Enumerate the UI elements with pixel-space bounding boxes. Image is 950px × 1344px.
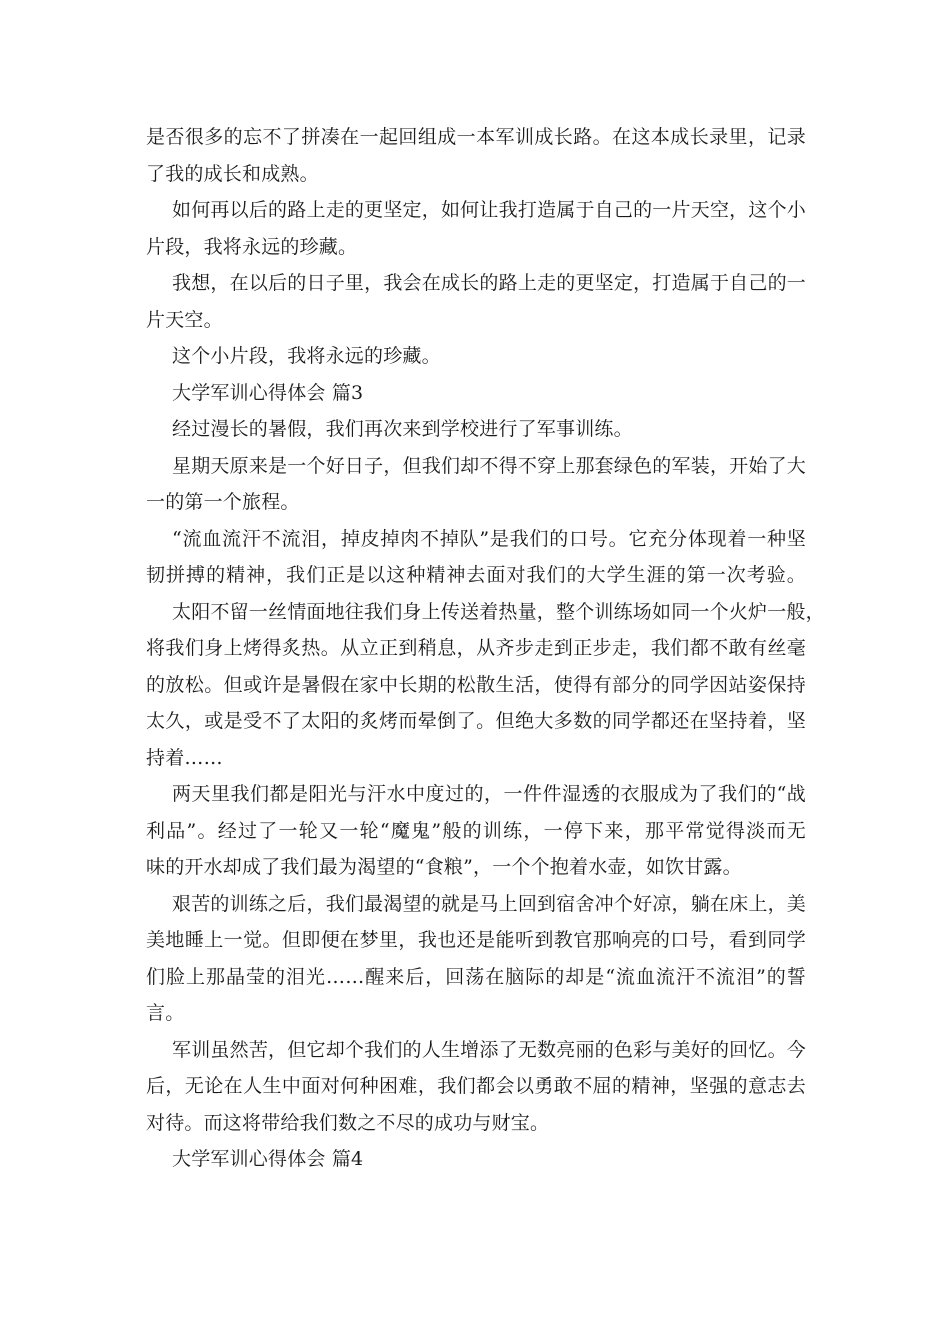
text-line: 大学军训心得体会 篇4 xyxy=(172,1148,364,1170)
document-page xyxy=(146,119,825,1178)
text-line: 两天里我们都是阳光与汗水中度过的，一件件湿透的衣服成为了我们的“战 xyxy=(172,783,806,805)
text-line: 言。 xyxy=(146,1002,185,1024)
text-line: 了我的成长和成熟。 xyxy=(146,162,319,185)
text-line: 军训虽然苦，但它却个我们的人生增添了无数亮丽的色彩与美好的回忆。今 xyxy=(172,1038,806,1061)
text-line: 一的第一个旅程。 xyxy=(146,491,300,513)
text-line: 太阳不留一丝情面地往我们身上传送着热量，整个训练场如同一个火炉一般， xyxy=(172,600,825,623)
text-line: 对待。而这将带给我们数之不尽的成功与财宝。 xyxy=(146,1111,550,1134)
text-line: 美地睡上一觉。但即便在梦里，我也还是能听到教官那响亮的口号，看到同学 xyxy=(146,929,806,951)
text-line: 后，无论在人生中面对何种困难，我们都会以勇敢不屈的精神，坚强的意志去 xyxy=(146,1075,806,1097)
text-line: 片天空。 xyxy=(146,308,223,331)
text-line: 太久，或是受不了太阳的炙烤而晕倒了。但绝大多数的同学都还在坚持着，坚 xyxy=(146,710,806,732)
text-line: 经过漫长的暑假，我们再次来到学校进行了军事训练。 xyxy=(172,418,633,440)
text-line: 星期天原来是一个好日子，但我们却不得不穿上那套绿色的军装，开始了大 xyxy=(172,454,806,477)
text-line: 持着…… xyxy=(146,746,223,769)
text-line: 将我们身上烤得炙热。从立正到稍息，从齐步走到正步走，我们都不敢有丝毫 xyxy=(146,637,806,659)
text-line: 这个小片段，我将永远的珍藏。 xyxy=(172,345,441,367)
text-line: “流血流汗不流泪，掉皮掉肉不掉队”是我们的口号。它充分体现着一种坚 xyxy=(172,527,806,550)
text-line: 艰苦的训练之后，我们最渴望的就是马上回到宿舍冲个好凉，躺在床上，美 xyxy=(172,892,806,915)
text-line: 我想，在以后的日子里，我会在成长的路上走的更坚定，打造属于自己的一 xyxy=(172,272,806,294)
text-line: 味的开水却成了我们最为渴望的“食粮”，一个个抱着水壶，如饮甘露。 xyxy=(146,856,742,878)
text-line: 是否很多的忘不了拼凑在一起回组成一本军训成长路。在这本成长录里，记录 xyxy=(146,126,806,148)
text-line: 如何再以后的路上走的更坚定，如何让我打造属于自己的一片天空，这个小 xyxy=(172,199,806,221)
text-line: 大学军训心得体会 篇3 xyxy=(172,381,364,404)
text-line: 韧拼搏的精神，我们正是以这种精神去面对我们的大学生涯的第一次考验。 xyxy=(146,564,806,586)
text-line: 利品”。经过了一轮又一轮“魔鬼”般的训练，一停下来，那平常觉得淡而无 xyxy=(146,819,806,842)
text-line: 的放松。但或许是暑假在家中长期的松散生活，使得有部分的同学因站姿保持 xyxy=(146,673,806,696)
text-line: 片段，我将永远的珍藏。 xyxy=(146,235,358,258)
text-line: 们脸上那晶莹的泪光……醒来后，回荡在脑际的却是“流血流汗不流泪”的誓 xyxy=(146,965,806,988)
